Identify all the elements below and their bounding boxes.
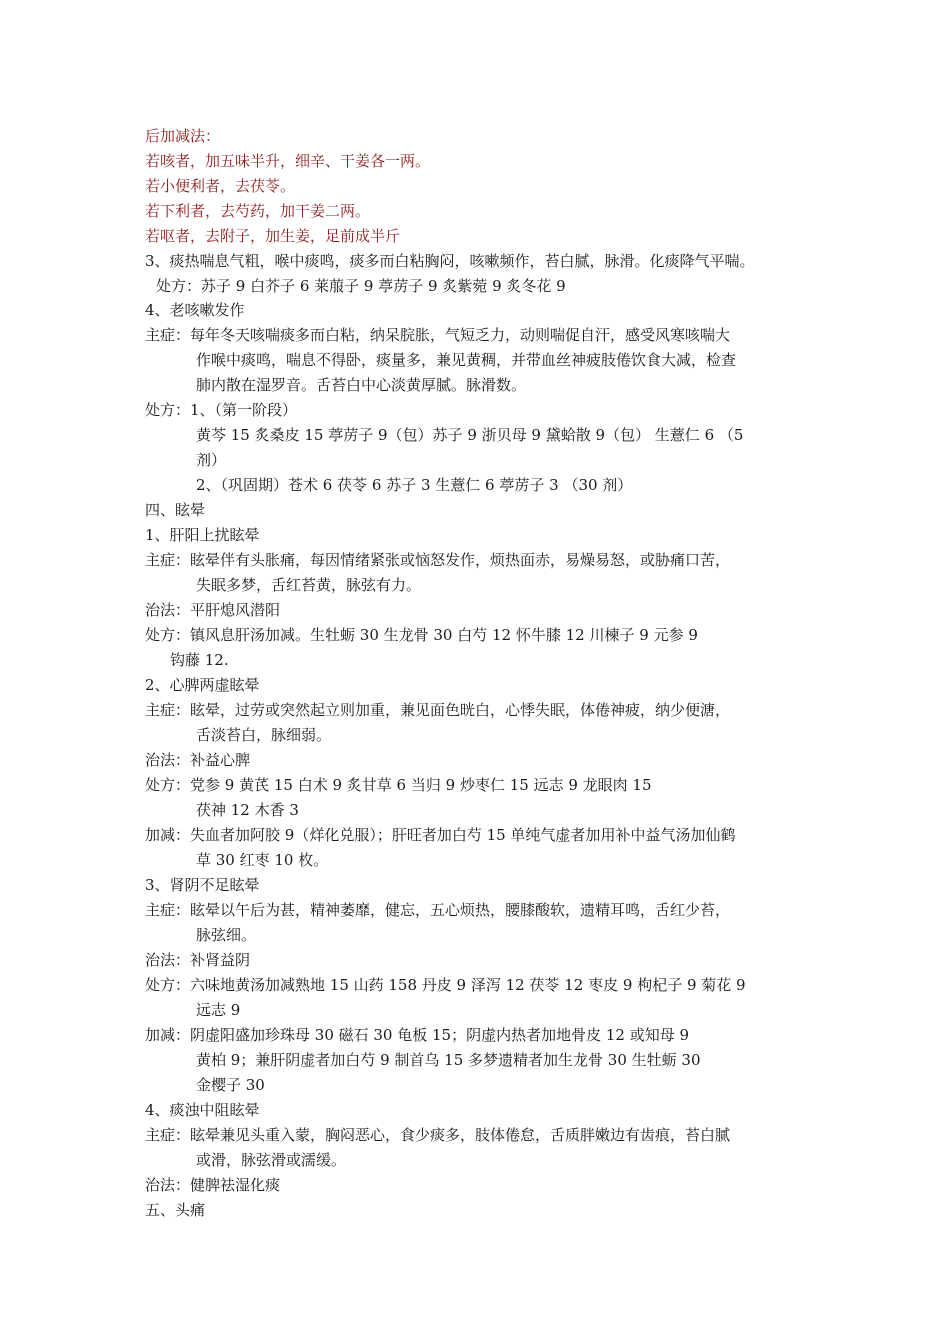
section-3-phlegm-heat: 3、痰热喘息气粗，喉中痰鸣，痰多而白粘胸闷，咳嗽频作，苔白腻，脉滑。化痰降气平喘。 <box>145 252 755 270</box>
modification-line: 加减：阴虚阳盛加珍珠母 30 磁石 30 龟板 15；阴虚内热者加地骨皮 12 或知母 9 <box>145 1026 690 1044</box>
symptom-line: 主症：每年冬天咳喘痰多而白粘，纳呆脘胀，气短乏力，动则喘促自汗，感受风寒咳喘大 <box>145 326 731 344</box>
prescription-line: 茯神 12 木香 3 <box>196 801 299 819</box>
prescription-line: 处方：党参 9 黄芪 15 白术 9 炙甘草 6 当归 9 炒枣仁 15 远志 9 龙眼肉 15 <box>145 776 652 794</box>
modification-line: 金樱子 30 <box>196 1076 265 1094</box>
symptom-line: 失眠多梦，舌红苔黄，脉弦有力。 <box>196 576 422 594</box>
modification-line: 加减：失血者加阿胶 9（烊化兑服）；肝旺者加白芍 15 单纯气虚者加用补中益气汤加仙鹤 <box>145 826 736 844</box>
modification-diarrhea: 若下利者，去芍药，加干姜二两。 <box>145 202 371 220</box>
modification-vomiting: 若呕者，去附子，加生姜，足前成半斤 <box>145 227 401 245</box>
symptom-line: 主症：眩晕，过劳或突然起立则加重，兼见面色晄白，心悸失眠，体倦神疲，纳少便溏， <box>145 701 731 719</box>
subsection-heading: 2、心脾两虚眩晕 <box>145 676 260 694</box>
modification-cough: 若咳者，加五味半升，细辛、干姜各一两。 <box>145 152 431 170</box>
section-4-heading: 4、老咳嗽发作 <box>145 301 245 319</box>
prescription-line: 钩藤 12. <box>170 651 229 669</box>
treatment-line: 治法：平肝熄风潜阳 <box>145 601 281 619</box>
prescription-line: 远志 9 <box>196 1001 241 1019</box>
subsection-heading: 1、肝阳上扰眩晕 <box>145 526 260 544</box>
treatment-line: 治法：健脾祛湿化痰 <box>145 1176 281 1194</box>
symptom-line: 主症：眩晕伴有头胀痛，每因情绪紧张或恼怒发作，烦热面赤，易燥易怒，或胁痛口苦， <box>145 551 731 569</box>
modification-line: 草 30 红枣 10 枚。 <box>196 851 329 869</box>
symptom-line: 主症：眩晕以午后为甚，精神萎靡，健忘，五心烦热，腰膝酸软，遗精耳鸣，舌红少苔， <box>145 901 731 919</box>
symptom-line: 主症：眩晕兼见头重入蒙，胸闷恶心，食少痰多，肢体倦怠，舌质胖嫩边有齿痕，苔白腻 <box>145 1126 731 1144</box>
treatment-line: 治法：补益心脾 <box>145 751 251 769</box>
subsection-heading: 3、肾阴不足眩晕 <box>145 876 260 894</box>
symptom-line: 脉弦细。 <box>196 926 257 944</box>
chapter-heading-dizziness: 四、眩晕 <box>145 501 206 519</box>
symptom-line: 或滑，脉弦滑或濡缓。 <box>196 1151 347 1169</box>
prescription-line: 处方：镇风息肝汤加减。生牡蛎 30 生龙骨 30 白芍 12 怀牛膝 12 川楝子 9 元参 9 <box>145 626 698 644</box>
symptom-line: 舌淡苔白，脉细弱。 <box>196 726 332 744</box>
prescription-line: 剂） <box>196 451 227 469</box>
prescription-line: 黄芩 15 炙桑皮 15 葶苈子 9（包）苏子 9 浙贝母 9 黛蛤散 9（包） 生薏仁 6 （5 <box>196 426 744 444</box>
prescription-line: 处方：苏子 9 白芥子 6 莱菔子 9 葶苈子 9 炙紫菀 9 炙冬花 9 <box>156 277 566 295</box>
modification-urination: 若小便利者，去茯苓。 <box>145 177 296 195</box>
prescription-line: 处方：1、（第一阶段） <box>145 401 298 419</box>
prescription-line: 2、（巩固期）苍术 6 茯苓 6 苏子 3 生薏仁 6 葶苈子 3 （30 剂） <box>196 476 633 494</box>
modification-line: 黄柏 9；兼肝阴虚者加白芍 9 制首乌 15 多梦遗精者加生龙骨 30 生牡蛎 30 <box>196 1051 701 1069</box>
symptom-line: 肺内散在湿罗音。舌苔白中心淡黄厚腻。脉滑数。 <box>196 376 527 394</box>
modification-heading: 后加减法： <box>145 127 221 145</box>
subsection-heading: 4、痰浊中阻眩晕 <box>145 1101 260 1119</box>
treatment-line: 治法：补肾益阴 <box>145 951 251 969</box>
chapter-heading-headache: 五、头痛 <box>145 1201 206 1219</box>
prescription-line: 处方：六味地黄汤加减熟地 15 山药 158 丹皮 9 泽泻 12 茯苓 12 枣皮 9 枸杞子 9 菊花 9 <box>145 976 746 994</box>
symptom-line: 作喉中痰鸣，喘息不得卧，痰量多，兼见黄稠，并带血丝神疲肢倦饮食大减，检查 <box>196 351 737 369</box>
